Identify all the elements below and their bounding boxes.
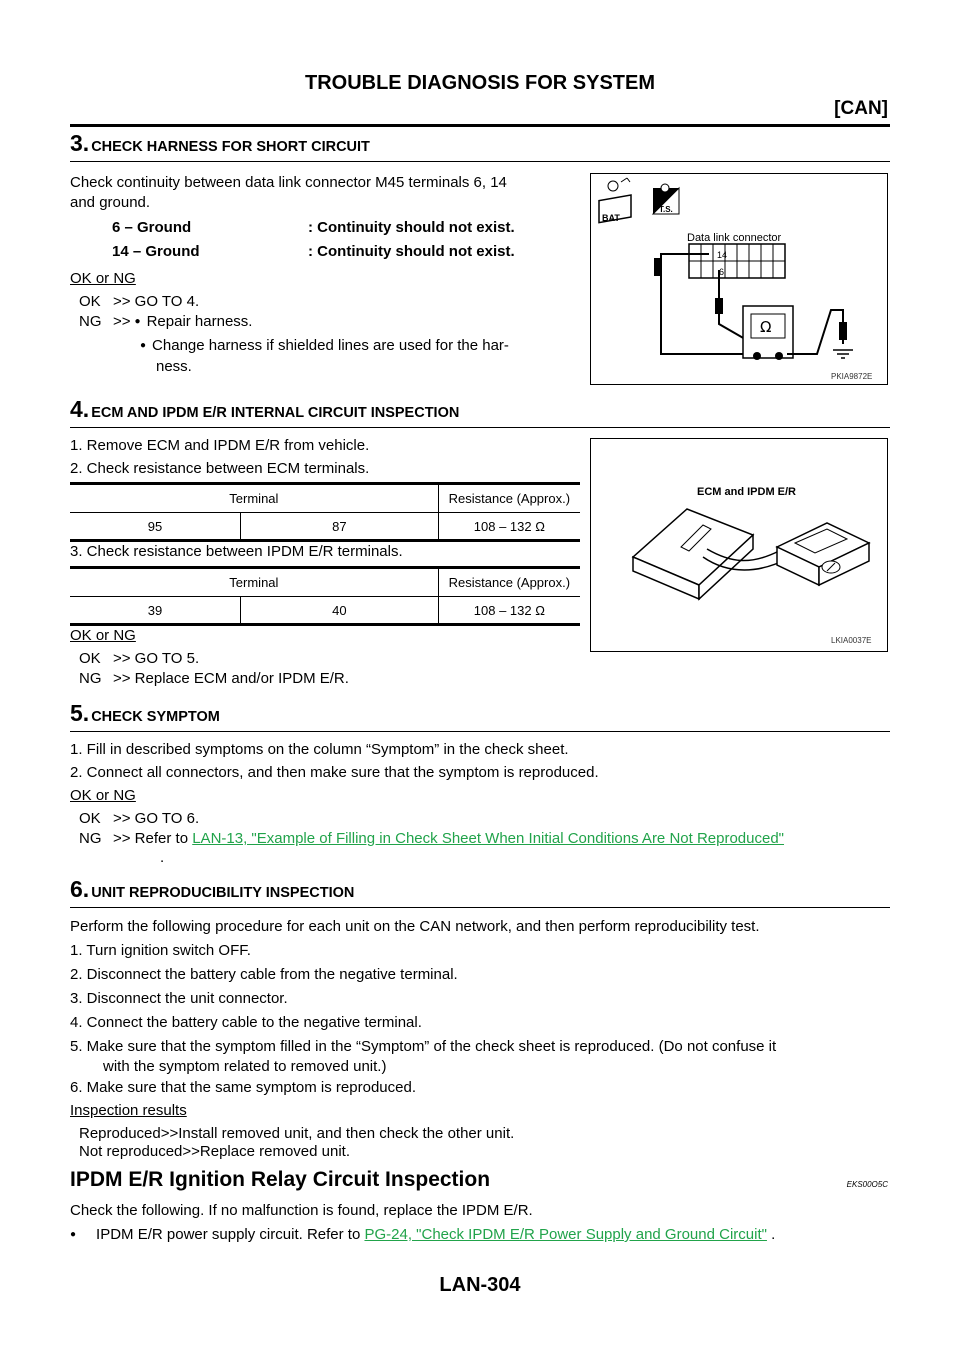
step3-rule — [70, 161, 890, 162]
ipdm-bullet: ● IPDM E/R power supply circuit. Refer to PG-24, "Check IPDM E/R Power Supply and Ground Circuit" . — [70, 1225, 775, 1247]
step5-ng-tail: . — [160, 849, 165, 866]
section-tag: [CAN] — [834, 98, 888, 119]
svg-text:PKIA9872E: PKIA9872E — [831, 372, 873, 381]
step4-okng-label: OK or NG — [70, 627, 136, 644]
step6-item-3: 3. Disconnect the unit connector. — [70, 990, 288, 1007]
step4-rule — [70, 427, 890, 428]
step3-text: Check continuity between data link connector M45 terminals 6, 14 and ground. — [70, 174, 507, 211]
step4-item-2: 2. Check resistance between ECM terminals. — [70, 460, 370, 477]
step6-item-5: 5. Make sure that the symptom filled in the “Symptom” of the check sheet is reproduced. (Do not confuse it with the symptom related to removed unit.) — [70, 1038, 777, 1075]
lan-13-link[interactable]: LAN-13, "Example of Filling in Check Sheet When Initial Conditions Are Not Reproduced" — [192, 830, 785, 847]
result-reproduced: Reproduced>>Install removed unit, and then check the other unit. — [79, 1125, 515, 1142]
step4-ok-row: OK >> GO TO 5. — [79, 650, 200, 667]
header-rule — [70, 124, 890, 127]
step6-rule — [70, 907, 890, 908]
section-code: EKS00O5C — [846, 1180, 888, 1189]
step6-item-1: 1. Turn ignition switch OFF. — [70, 942, 251, 959]
harness-diagram — [590, 173, 888, 385]
ecm-ipdm-diagram — [590, 438, 888, 652]
step4-item-3: 3. Check resistance between IPDM E/R terminals. — [70, 543, 403, 560]
step3-heading: 3. CHECK HARNESS FOR SHORT CIRCUIT — [70, 130, 370, 156]
svg-text:Ω: Ω — [760, 318, 772, 336]
svg-text:BAT: BAT — [602, 213, 620, 223]
svg-text:6: 6 — [719, 267, 725, 277]
step3-ng-bullet-2: ● Change harness if shielded lines are used for the har- ness. — [140, 336, 509, 376]
test-symbol-icon — [653, 184, 679, 214]
step5-ng-row: NG >> Refer to LAN-13, "Example of Filling in Check Sheet When Initial Conditions Are Not Reproduced" — [79, 830, 785, 847]
step5-rule — [70, 731, 890, 732]
battery-icon — [599, 178, 631, 223]
step3-ok-row: OK >> GO TO 4. — [79, 293, 200, 310]
step4-heading: 4. ECM AND IPDM E/R INTERNAL CIRCUIT INSPECTION — [70, 396, 460, 422]
step5-item-2: 2. Connect all connectors, and then make sure that the symptom is reproduced. — [70, 764, 599, 781]
svg-text:14: 14 — [717, 250, 728, 260]
svg-text:Data link connector: Data link connector — [687, 232, 782, 244]
ipdm-resistance-table: Terminal Resistance (Approx.) 39 40 108 – 132 Ω — [70, 566, 580, 626]
svg-text:LKIA0037E: LKIA0037E — [831, 636, 872, 645]
step6-heading: 6. UNIT REPRODUCIBILITY INSPECTION — [70, 876, 355, 902]
step4-ng-row: NG >> Replace ECM and/or IPDM E/R. — [79, 670, 349, 687]
page-title: TROUBLE DIAGNOSIS FOR SYSTEM — [304, 72, 656, 94]
step3-spec-2: 14 – Ground : Continuity should not exist. — [112, 243, 515, 260]
ipdm-text: Check the following. If no malfunction is found, replace the IPDM E/R. — [70, 1202, 533, 1219]
svg-text:T.S.: T.S. — [659, 205, 673, 214]
step5-item-1: 1. Fill in described symptoms on the column “Symptom” in the check sheet. — [70, 741, 569, 758]
pg-24-link[interactable]: PG-24, "Check IPDM E/R Power Supply and Ground Circuit" — [364, 1226, 767, 1243]
section-heading: IPDM E/R Ignition Relay Circuit Inspection — [70, 1168, 491, 1191]
svg-text:ECM and IPDM E/R: ECM and IPDM E/R — [697, 486, 797, 498]
step6-item-6: 6. Make sure that the same symptom is reproduced. — [70, 1079, 416, 1096]
inspection-results-label: Inspection results — [70, 1102, 187, 1119]
step5-okng-label: OK or NG — [70, 787, 136, 804]
step5-ok-row: OK >> GO TO 6. — [79, 810, 200, 827]
step5-heading: 5. CHECK SYMPTOM — [70, 700, 220, 726]
ecm-resistance-table: Terminal Resistance (Approx.) 95 87 108 – 132 Ω — [70, 482, 580, 542]
page-number: LAN-304 — [439, 1274, 521, 1296]
step4-item-1: 1. Remove ECM and IPDM E/R from vehicle. — [70, 437, 370, 454]
step6-intro: Perform the following procedure for each unit on the CAN network, and then perform reproducibility test. — [70, 918, 760, 935]
step3-okng-label: OK or NG — [70, 270, 136, 287]
step3-ng-row: NG >>● Repair harness. — [79, 313, 252, 330]
step6-item-4: 4. Connect the battery cable to the negative terminal. — [70, 1014, 422, 1031]
step6-item-2: 2. Disconnect the battery cable from the negative terminal. — [70, 966, 458, 983]
step3-spec-1: 6 – Ground : Continuity should not exist. — [112, 219, 515, 236]
result-not-reproduced: Not reproduced>>Replace removed unit. — [79, 1143, 350, 1160]
